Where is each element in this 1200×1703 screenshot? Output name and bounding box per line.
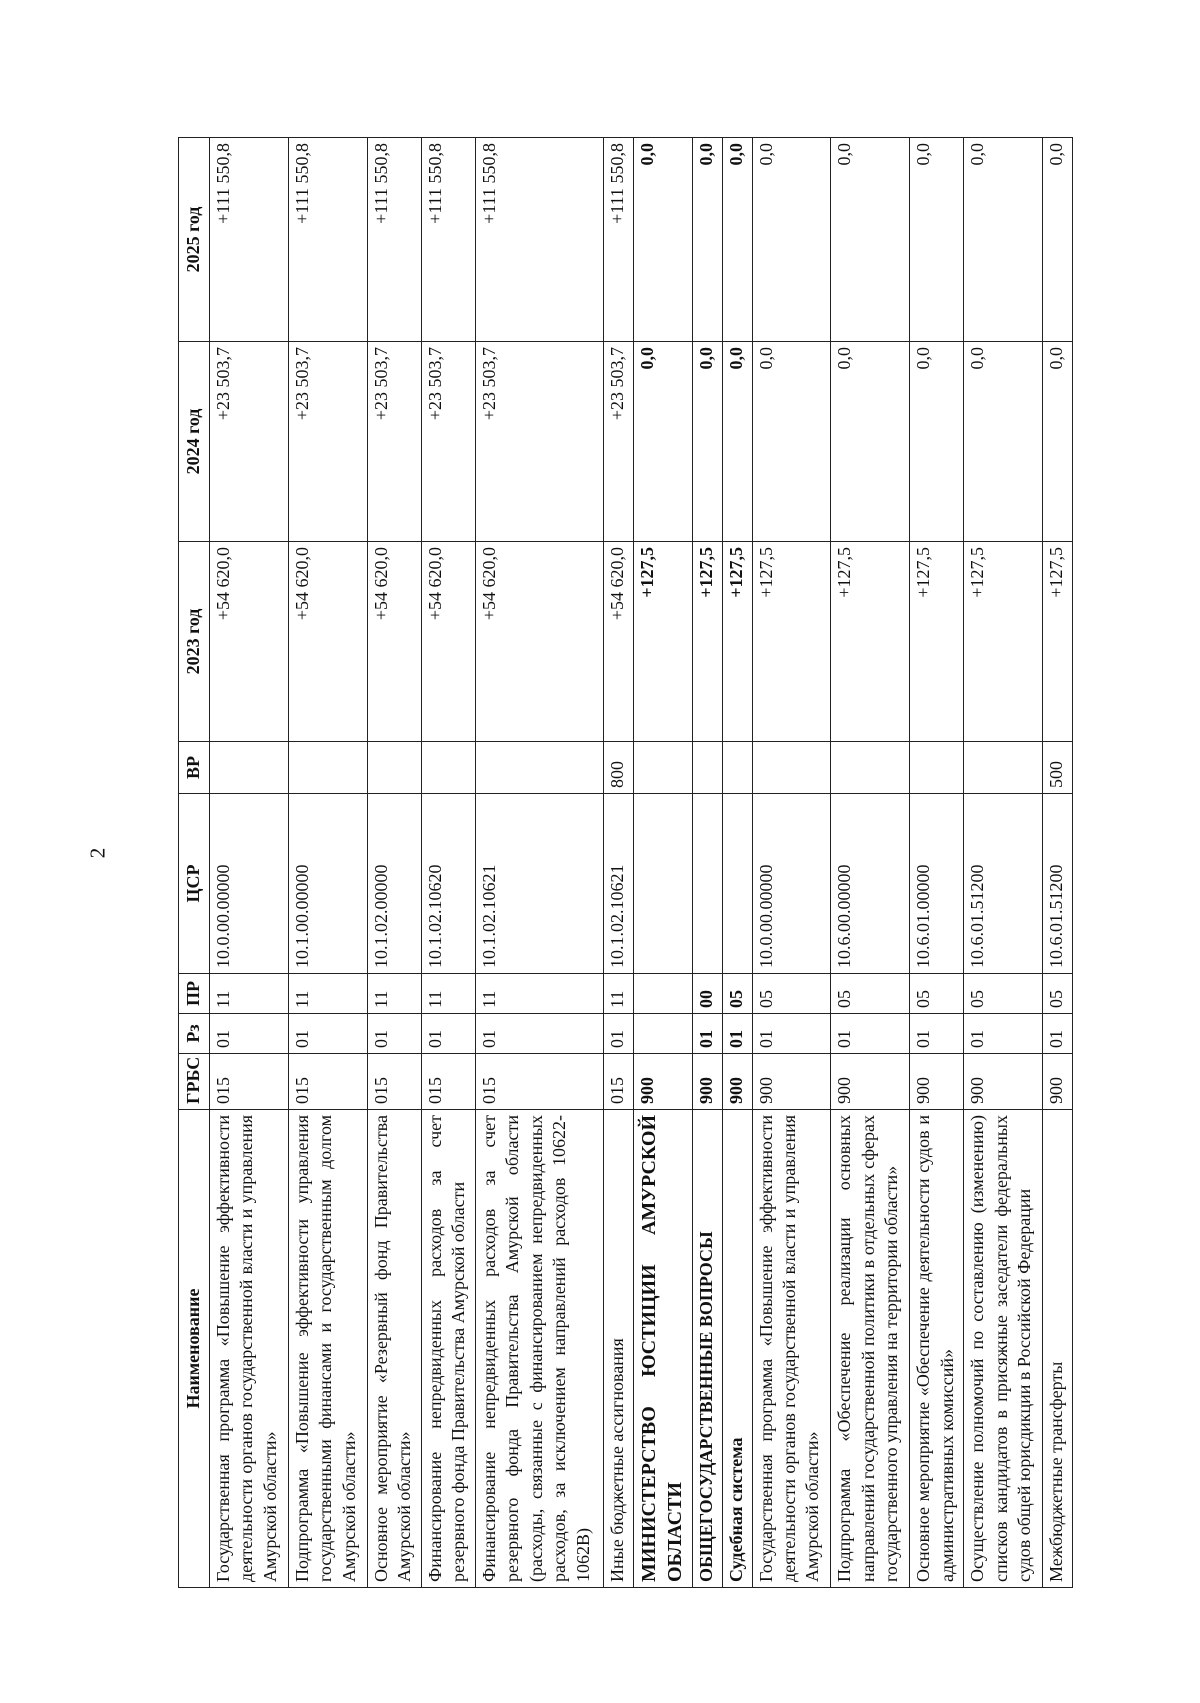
- cell-2023: +127,5: [831, 542, 910, 742]
- cell-csr: 10.6.01.00000: [910, 794, 964, 974]
- cell-2024: +23 503,7: [288, 342, 367, 542]
- cell-vr: [722, 742, 752, 794]
- table-row: [910, 138, 964, 1588]
- cell-2025: +111 550,8: [421, 138, 475, 342]
- cell-csr: 10.6.00.00000: [831, 794, 910, 974]
- cell-pr: 11: [288, 974, 367, 1014]
- cell-2024: +23 503,7: [603, 342, 633, 542]
- cell-rz: 01: [693, 1014, 723, 1054]
- cell-rz: 01: [476, 1014, 604, 1054]
- cell-2024: 0,0: [633, 342, 693, 542]
- cell-pr: 05: [1043, 974, 1073, 1014]
- table-row: [831, 138, 910, 1588]
- header-vr: ВР: [179, 742, 210, 794]
- header-rz: Рз: [179, 1014, 210, 1054]
- cell-grbs: 900: [693, 1054, 723, 1110]
- cell-name: Подпрограмма «Повышение эффективности управления государственными финансами и государственным долгом Амурской области»: [288, 1110, 367, 1588]
- cell-name: Иные бюджетные ассигнования: [603, 1110, 633, 1588]
- cell-2024: 0,0: [964, 342, 1043, 542]
- cell-vr: [831, 742, 910, 794]
- cell-grbs: 015: [367, 1054, 421, 1110]
- cell-2025: 0,0: [722, 138, 752, 342]
- cell-rz: 01: [752, 1014, 831, 1054]
- rotated-table-wrapper: [178, 138, 1073, 1588]
- cell-name: Государственная программа «Повышение эффективности деятельности органов государственной власти и управления Амурской области»: [752, 1110, 831, 1588]
- table-row: [603, 138, 633, 1588]
- cell-2024: 0,0: [693, 342, 723, 542]
- cell-name: Государственная программа «Повышение эффективности деятельности органов государственной власти и управления Амурской области»: [210, 1110, 289, 1588]
- cell-rz: 01: [367, 1014, 421, 1054]
- table-row: [693, 138, 723, 1588]
- page-number: 2: [85, 847, 110, 859]
- cell-csr: 10.0.00.00000: [210, 794, 289, 974]
- cell-vr: [367, 742, 421, 794]
- table-row: [722, 138, 752, 1588]
- cell-2025: 0,0: [910, 138, 964, 342]
- cell-name: Осуществление полномочий по составлению (изменению) списков кандидатов в присяжные заседатели федеральных судов общей юрисдикции в Российской Федерации: [964, 1110, 1043, 1588]
- cell-csr: 10.1.00.00000: [288, 794, 367, 974]
- cell-pr: 11: [476, 974, 604, 1014]
- table-row: [210, 138, 289, 1588]
- cell-2024: 0,0: [831, 342, 910, 542]
- cell-csr: 10.1.02.10620: [421, 794, 475, 974]
- cell-vr: [693, 742, 723, 794]
- cell-pr: 05: [831, 974, 910, 1014]
- cell-name: Финансирование непредвиденных расходов за счет резервного фонда Правительства Амурской области (расходы, связанные с финансированием непредвиденных расходов, за исключением направлений расходов 10622-1062В): [476, 1110, 604, 1588]
- cell-2024: +23 503,7: [421, 342, 475, 542]
- cell-rz: 01: [722, 1014, 752, 1054]
- cell-csr: 10.6.01.51200: [1043, 794, 1073, 974]
- cell-vr: [476, 742, 604, 794]
- cell-vr: [210, 742, 289, 794]
- cell-vr: [964, 742, 1043, 794]
- cell-2025: +111 550,8: [476, 138, 604, 342]
- table-row: [633, 138, 693, 1588]
- cell-csr: [693, 794, 723, 974]
- cell-2023: +127,5: [752, 542, 831, 742]
- cell-2025: +111 550,8: [367, 138, 421, 342]
- cell-grbs: 900: [633, 1054, 693, 1110]
- cell-name: Финансирование непредвиденных расходов за счет резервного фонда Правительства Амурской области: [421, 1110, 475, 1588]
- cell-2023: +54 620,0: [367, 542, 421, 742]
- cell-vr: [421, 742, 475, 794]
- cell-pr: 05: [964, 974, 1043, 1014]
- cell-2023: +127,5: [633, 542, 693, 742]
- budget-table: [178, 137, 1073, 1588]
- cell-grbs: 900: [752, 1054, 831, 1110]
- cell-grbs: 900: [722, 1054, 752, 1110]
- cell-rz: [633, 1014, 693, 1054]
- cell-csr: [722, 794, 752, 974]
- cell-csr: 10.0.00.00000: [752, 794, 831, 974]
- cell-pr: 11: [367, 974, 421, 1014]
- cell-name: Судебная система: [722, 1110, 752, 1588]
- cell-name: ОБЩЕГОСУДАРСТВЕННЫЕ ВОПРОСЫ: [693, 1110, 723, 1588]
- cell-2024: +23 503,7: [367, 342, 421, 542]
- cell-2023: +127,5: [693, 542, 723, 742]
- cell-2023: +54 620,0: [603, 542, 633, 742]
- cell-csr: 10.1.02.00000: [367, 794, 421, 974]
- cell-name: Основное мероприятие «Резервный фонд Правительства Амурской области»: [367, 1110, 421, 1588]
- cell-name: Основное мероприятие «Обеспечение деятельности судов и административных комиссий»: [910, 1110, 964, 1588]
- header-csr: ЦСР: [179, 794, 210, 974]
- cell-rz: 01: [964, 1014, 1043, 1054]
- cell-2024: 0,0: [752, 342, 831, 542]
- cell-2025: 0,0: [693, 138, 723, 342]
- cell-grbs: 900: [964, 1054, 1043, 1110]
- cell-2025: 0,0: [633, 138, 693, 342]
- cell-2025: 0,0: [964, 138, 1043, 342]
- table-body: [210, 138, 1073, 1588]
- cell-2024: +23 503,7: [476, 342, 604, 542]
- cell-vr: 800: [603, 742, 633, 794]
- cell-pr: [633, 974, 693, 1014]
- cell-rz: 01: [1043, 1014, 1073, 1054]
- table-row: [421, 138, 475, 1588]
- cell-pr: 11: [603, 974, 633, 1014]
- cell-vr: [910, 742, 964, 794]
- cell-csr: 10.1.02.10621: [476, 794, 604, 974]
- cell-rz: 01: [288, 1014, 367, 1054]
- cell-2023: +127,5: [1043, 542, 1073, 742]
- cell-2024: 0,0: [722, 342, 752, 542]
- cell-rz: 01: [421, 1014, 475, 1054]
- table-row: [476, 138, 604, 1588]
- header-pr: ПР: [179, 974, 210, 1014]
- cell-pr: 05: [752, 974, 831, 1014]
- cell-grbs: 900: [1043, 1054, 1073, 1110]
- cell-2025: +111 550,8: [288, 138, 367, 342]
- cell-2025: +111 550,8: [603, 138, 633, 342]
- cell-2025: 0,0: [752, 138, 831, 342]
- cell-2023: +127,5: [964, 542, 1043, 742]
- cell-2025: 0,0: [831, 138, 910, 342]
- cell-rz: 01: [910, 1014, 964, 1054]
- cell-name: Межбюджетные трансферты: [1043, 1110, 1073, 1588]
- cell-pr: 05: [722, 974, 752, 1014]
- cell-grbs: 015: [476, 1054, 604, 1110]
- cell-csr: 10.1.02.10621: [603, 794, 633, 974]
- table-row: [367, 138, 421, 1588]
- cell-2024: +23 503,7: [210, 342, 289, 542]
- cell-grbs: 015: [288, 1054, 367, 1110]
- table-row: [964, 138, 1043, 1588]
- cell-2023: +54 620,0: [288, 542, 367, 742]
- cell-2023: +127,5: [910, 542, 964, 742]
- cell-csr: 10.6.01.51200: [964, 794, 1043, 974]
- cell-grbs: 015: [210, 1054, 289, 1110]
- cell-grbs: 015: [603, 1054, 633, 1110]
- cell-pr: 05: [910, 974, 964, 1014]
- cell-grbs: 900: [910, 1054, 964, 1110]
- cell-2023: +54 620,0: [476, 542, 604, 742]
- header-2024: 2024 год: [179, 342, 210, 542]
- cell-2023: +127,5: [722, 542, 752, 742]
- header-2023: 2023 год: [179, 542, 210, 742]
- cell-csr: [633, 794, 693, 974]
- cell-name: Подпрограмма «Обеспечение реализации основных направлений государственной политики в отдельных сферах государственного управления на территории области»: [831, 1110, 910, 1588]
- cell-pr: 11: [210, 974, 289, 1014]
- cell-grbs: 900: [831, 1054, 910, 1110]
- cell-name: МИНИСТЕРСТВО ЮСТИЦИИ АМУРСКОЙ ОБЛАСТИ: [633, 1110, 693, 1588]
- cell-2023: +54 620,0: [210, 542, 289, 742]
- cell-2023: +54 620,0: [421, 542, 475, 742]
- header-grbs: ГРБС: [179, 1054, 210, 1110]
- cell-rz: 01: [831, 1014, 910, 1054]
- cell-vr: 500: [1043, 742, 1073, 794]
- cell-2024: 0,0: [1043, 342, 1073, 542]
- cell-rz: 01: [603, 1014, 633, 1054]
- table-row: [752, 138, 831, 1588]
- cell-vr: [288, 742, 367, 794]
- table-header-row: [179, 138, 210, 1588]
- cell-grbs: 015: [421, 1054, 475, 1110]
- table-row: [288, 138, 367, 1588]
- cell-pr: 00: [693, 974, 723, 1014]
- cell-2025: +111 550,8: [210, 138, 289, 342]
- cell-2024: 0,0: [910, 342, 964, 542]
- cell-pr: 11: [421, 974, 475, 1014]
- cell-vr: [633, 742, 693, 794]
- cell-2025: 0,0: [1043, 138, 1073, 342]
- cell-rz: 01: [210, 1014, 289, 1054]
- cell-vr: [752, 742, 831, 794]
- header-2025: 2025 год: [179, 138, 210, 342]
- header-name: Наименование: [179, 1110, 210, 1588]
- table-row: [1043, 138, 1073, 1588]
